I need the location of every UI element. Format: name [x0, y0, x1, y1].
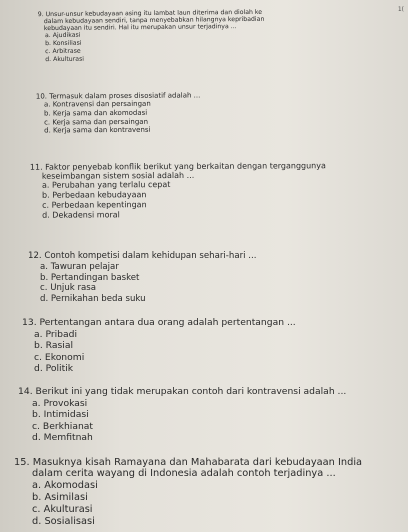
- question-text: 10. Termasuk dalam proses disosiatif adalah ...: [35, 91, 201, 101]
- question-text: keseimbangan sistem sosial adalah ...: [41, 171, 195, 181]
- option-b: b. Perbedaan kebudayaan: [41, 190, 147, 201]
- option-c: c. Arbitrase: [45, 47, 81, 55]
- option-a: a. Provokasi: [32, 397, 88, 409]
- question-text: 13. Pertentangan antara dua orang adalah pertentangan ...: [22, 317, 296, 328]
- option-a: a. Tawuran pelajar: [40, 261, 119, 272]
- option-b: b. Asimilasi: [32, 491, 88, 503]
- option-c: c. Perbedaan kepentingan: [42, 200, 147, 211]
- question-10: [36, 91, 201, 135]
- option-d: d. Pernikahan beda suku: [40, 294, 146, 305]
- question-text: 12. Contoh kompetisi dalam kehidupan sehari-hari ...: [28, 251, 257, 261]
- question-text: 11. Faktor penyebab konflik berikut yang berkaitan dengan terganggunya: [29, 161, 326, 172]
- option-d: d. Politik: [34, 363, 74, 375]
- page-number: 1(: [397, 6, 404, 13]
- option-c: c. Akulturasi: [32, 504, 93, 515]
- option-b: b. Intimidasi: [32, 409, 89, 421]
- option-b: b. Konsiliasi: [45, 39, 82, 48]
- option-a: a. Pribadi: [34, 328, 78, 340]
- option-b: b. Rasial: [34, 340, 74, 352]
- question-text: 15. Masuknya kisah Ramayana dan Mahabarata dari kebudayaan India: [14, 457, 363, 468]
- question-11: [30, 161, 326, 221]
- option-d: d. Dekadensi moral: [42, 210, 120, 221]
- option-c: c. Unjuk rasa: [40, 283, 97, 294]
- question-14: [18, 387, 346, 444]
- option-d: d. Memfitnah: [32, 432, 93, 444]
- question-text: dalam cerita wayang di Indonesia adalah contoh terjadinya ...: [32, 468, 336, 480]
- question-12: [28, 252, 256, 305]
- question-text: dalam kebudayaan sendiri, tanpa menyebabkan hilangnya kepribadian: [43, 15, 265, 26]
- question-13: [22, 318, 296, 375]
- question-15: [14, 457, 362, 528]
- option-b: b. Kerja sama dan akomodasi: [43, 108, 148, 118]
- option-c: c. Berkhianat: [32, 420, 94, 432]
- option-b: b. Pertandingan basket: [40, 272, 140, 283]
- option-a: a. Ajudikasi: [44, 32, 81, 40]
- option-d: d. Sosialisasi: [32, 516, 95, 528]
- question-text: 9. Unsur-unsur kebudayaan asing itu lambat laun diterima dan diolah ke: [37, 8, 263, 19]
- option-d: d. Kerja sama dan kontravensi: [44, 126, 151, 135]
- option-a: a. Akomodasi: [32, 479, 98, 491]
- option-d: d. Akulturasi: [45, 55, 85, 63]
- option-c: c. Kerja sama dan persaingan: [44, 117, 149, 127]
- option-c: c. Ekonomi: [34, 351, 85, 363]
- question-text: 14. Berikut ini yang tidak merupakan contoh dari kontravensi adalah ...: [18, 386, 347, 397]
- question-text: kebudayaan itu sendiri. Hal itu merupakan unsur terjadinya ...: [43, 23, 237, 33]
- option-a: a. Perubahan yang terlalu cepat: [41, 180, 171, 191]
- question-9: [32, 9, 265, 64]
- option-a: a. Kontravensi dan persaingan: [43, 99, 151, 109]
